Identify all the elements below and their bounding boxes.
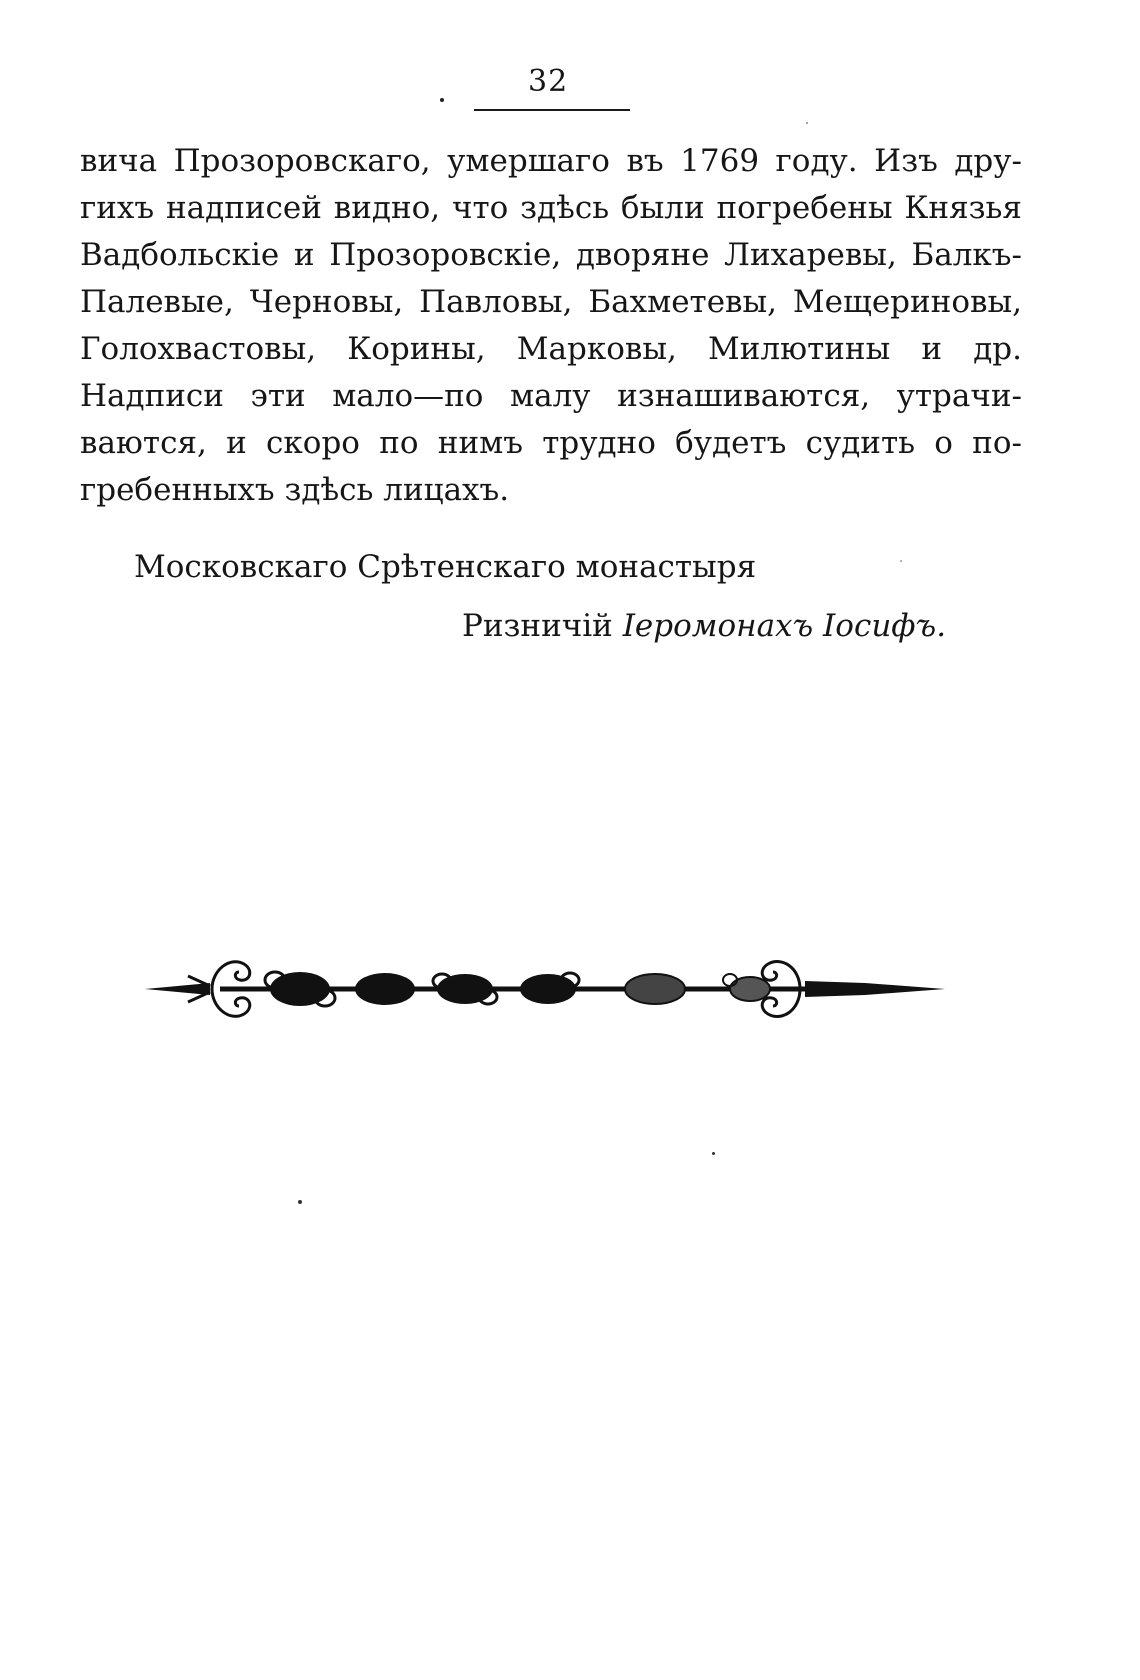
body-line: Палевые, Черновы, Павловы, Бахметевы, Мещериновы, xyxy=(80,284,1022,320)
signature-author-line xyxy=(462,597,946,656)
signature-name: Іеромонахъ Іосифъ. xyxy=(622,608,947,644)
body-line-last: гребенныхъ здѣсь лицахъ. xyxy=(80,472,510,508)
decorative-fleuron-rule-icon xyxy=(140,950,950,1030)
header-rule xyxy=(474,109,630,111)
body-line: гихъ надписей видно, что здѣсь были погребены Князья xyxy=(80,190,1022,226)
body-line: Надписи эти мало—по малу изнашиваются, утрачи- xyxy=(80,378,1022,414)
body-line: Вадбольскіе и Прозоровскіе, дворяне Лихаревы, Балкъ- xyxy=(80,237,1022,273)
scan-speck xyxy=(806,122,808,124)
header-dot xyxy=(440,98,444,102)
body-line: ваются, и скоро по нимъ трудно будетъ судить о по- xyxy=(80,425,1022,461)
scan-speck xyxy=(712,1152,715,1155)
body-line: вича Прозоровскаго, умершаго въ 1769 году. Изъ дру- xyxy=(80,143,1022,179)
scan-speck xyxy=(900,560,902,562)
signature-institution: Московскаго Срѣтенскаго монастыря xyxy=(134,549,757,585)
signature-title: Ризничій xyxy=(462,608,613,644)
body-paragraph xyxy=(80,138,1022,514)
page-number: 32 xyxy=(528,64,569,99)
body-line: Голохвастовы, Корины, Марковы, Милютины и др. xyxy=(80,331,1022,367)
scan-speck xyxy=(298,1200,302,1204)
